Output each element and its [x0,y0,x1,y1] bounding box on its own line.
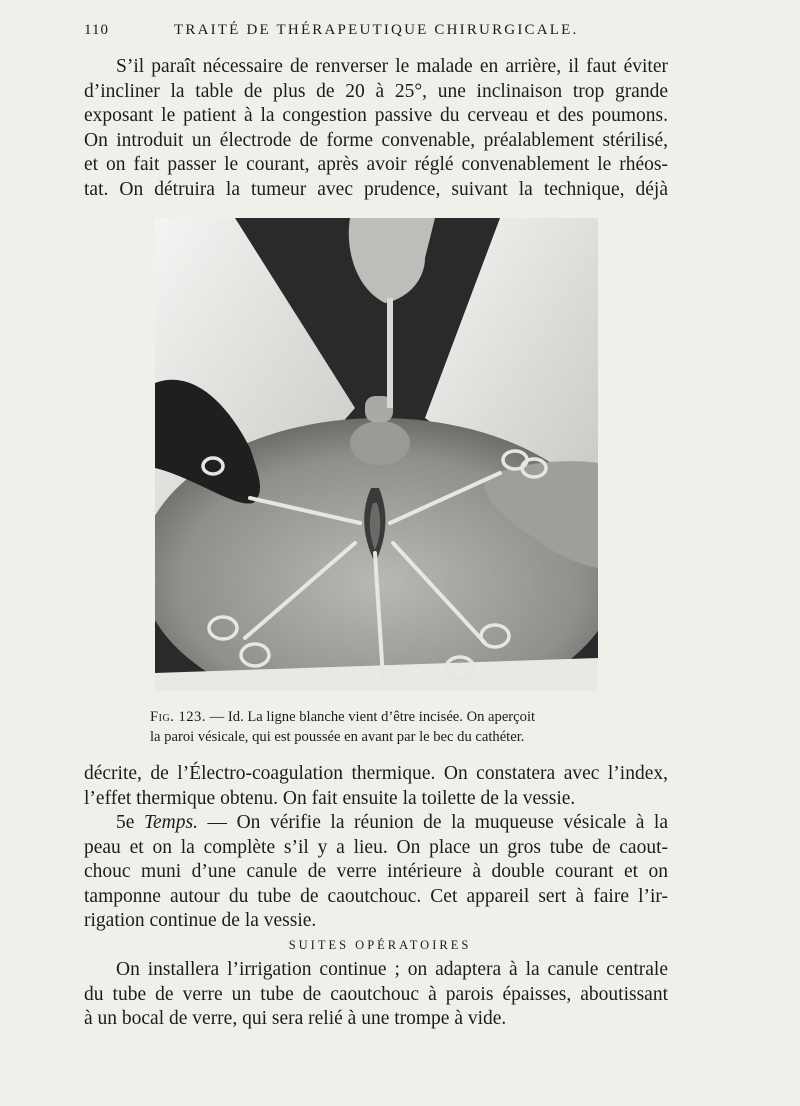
text-line: décrite, de l’Électro-coagulation thermique. On constatera avec l’index, [84,763,668,784]
running-header [84,22,676,44]
text-line: On introduit un électrode de forme convenable, préalablement stérilisé, [84,129,668,151]
step-number: 5e [116,812,135,833]
figure-caption [150,707,624,747]
text-line: chouc muni d’une canule de verre intérieure à double courant et on [84,861,668,883]
text-line: exposant le patient à la congestion passive du cerveau et des poumons. [84,105,668,127]
text-line: et on fait passer le courant, après avoir réglé convenablement le rhéos- [84,154,668,176]
text-line: l’effet thermique obtenu. On fait ensuite la toilette de la vessie. [84,787,576,809]
caption-line: la paroi vésicale, qui est poussée en avant par le bec du cathéter. [150,729,525,745]
paragraph-top [84,55,668,203]
text-line: S’il paraît nécessaire de renverser le malade en arrière, il faut éviter [116,56,668,77]
page-number: 110 [84,22,109,38]
surgical-photograph [155,218,598,691]
paragraph-suites [84,958,668,1032]
caption-line [150,707,624,727]
running-title: TRAITÉ DE THÉRAPEUTIQUE CHIRURGICALE. [174,22,579,38]
text-line: à un bocal de verre, qui sera relié à une trompe à vide. [84,1008,507,1030]
text-line: d’incliner la table de plus de 20 à 25°, une inclinaison trop grande [84,80,668,102]
text-line: peau et on la complète s’il y a lieu. On place un gros tube de caout- [84,836,668,858]
text-line: tamponne autour du tube de caoutchouc. Cet appareil sert à faire l’ir- [84,885,668,907]
paragraph-step-5 [84,811,668,934]
text-line: tat. On détruira la tumeur avec prudence, suivant la technique, déjà [84,178,668,200]
step-text: — On vérifie la réunion de la muqueuse vésicale à la [197,812,669,833]
text-line: rigation continue de la vessie. [84,910,317,932]
section-heading: SUITES OPÉRATOIRES [288,938,472,952]
text-line [84,811,668,836]
caption-text: — Id. La ligne blanche vient d’être incisée. On aperçoit [206,709,536,725]
text-line: On installera l’irrigation continue ; on adaptera à la canule centrale [116,959,668,980]
figure-label: Fig. 123. [150,709,207,725]
paragraph-after-figure [84,762,668,811]
text-line: du tube de verre un tube de caoutchouc à parois épaisses, aboutissant [84,983,668,1005]
step-label: Temps. [143,812,198,833]
